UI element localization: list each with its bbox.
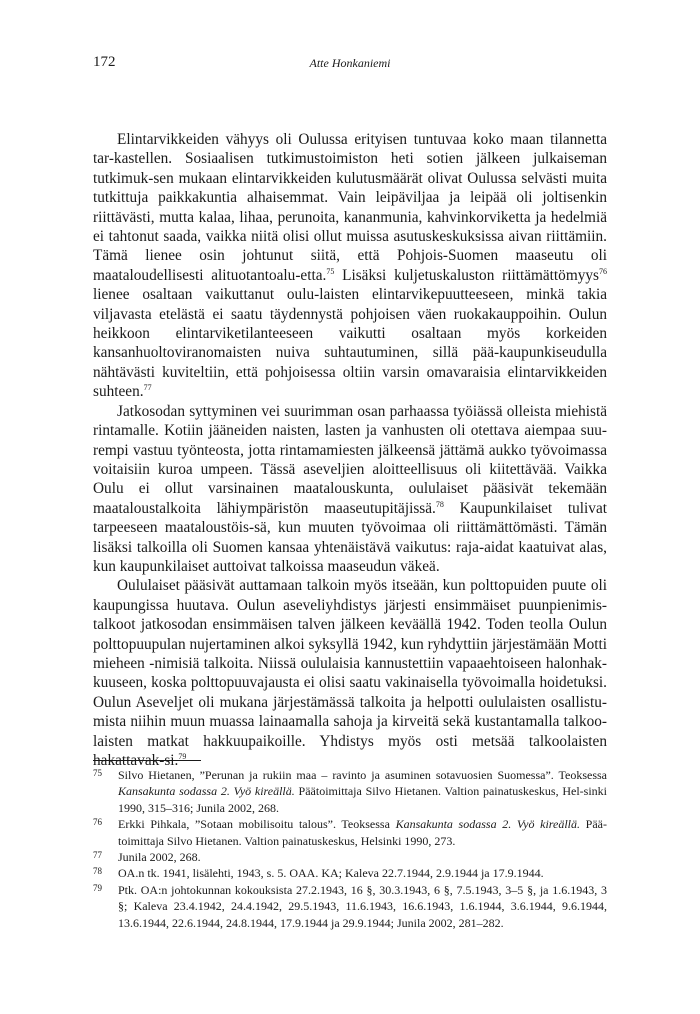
footnote-text: OA.n tk. 1941, lisälehti, 1943, s. 5. OAA. KA; Kaleva 22.7.1944, 2.9.1944 ja 17.9.1944.: [118, 866, 544, 881]
footnote-79: [93, 882, 607, 931]
paragraph-2: [93, 402, 607, 577]
footnote-75: [93, 767, 607, 816]
footnote-title: Kansakunta sodassa 2. Vyö kireällä.: [395, 817, 580, 832]
footnote-title: Kansakunta sodassa 2. Vyö kireällä.: [118, 784, 295, 799]
footnote-number: 79: [93, 882, 102, 893]
paragraph-1: [93, 130, 607, 402]
footnote-76: [93, 816, 607, 849]
paragraph-text: Jatkosodan syttyminen vei suurimman osan parhaassa työiässä olleista miehistä rintamalle. Kotiin jääneiden naisten, lasten ja vanhusten oli otettava aiempaa suu-rempi vastuu työnteosta, jotta rintamamiesten jälkeensä jättämä aukko työvoimassa voitaisiin kuroa umpeen. Tässä aseveljien aloitteellisuus oli kiitettävää. Vaikka Oulu ei ollut varsinainen maatalouskunta, oululaiset pääsivät tekemään maataloustalkoita lähiympäristön maaseutupitäjissä.: [93, 402, 607, 517]
footnote-text: [118, 816, 607, 849]
footnote-text-part: Silvo Hietanen, ”Perunan ja rukiin maa – ravinto ja asuminen sotavuosien Suomessa”. Teoksessa: [118, 768, 607, 782]
footnote-number: 78: [93, 866, 102, 877]
footnote-text: [118, 767, 607, 816]
footnote-reference[interactable]: 75: [326, 266, 335, 276]
page-number: 172: [93, 54, 116, 70]
footnotes: [93, 767, 607, 931]
paragraph-3: [93, 576, 607, 770]
footnote-number: 76: [93, 817, 102, 828]
footnote-divider: [93, 760, 201, 761]
footnote-number: 77: [93, 850, 102, 861]
paragraph-text: Lisäksi kuljetuskaluston riittämättömyys: [334, 266, 599, 284]
footnote-reference[interactable]: 76: [598, 266, 607, 276]
footnote-77: [93, 849, 607, 865]
footnote-reference[interactable]: 77: [143, 383, 152, 393]
paragraph-text: lienee osaltaan vaikuttanut oulu-laisten elintarvikepuutteeseen, minkä takia viljavasta etelästä ei saatu täydennystä pohjoisen väen ruokakauppoihin. Oulun heikkoon elintarviketilanteeseen vaikutti osaltaan myös korkeiden kansanhuoltoviranomaisten nuiva suhtautuminen, sillä pää-kaupunkiseudulla nähtävästi kuviteltiin, että pohjoisessa oltiin varsin omavaraisia elintarvikkeiden suhteen.: [93, 286, 607, 401]
paragraph-text: Oululaiset pääsivät auttamaan talkoin myös itseään, kun polttopuiden puute oli kaupungissa huutava. Oulun aseveliyhdistys järjesti ensimmäiset puunpienimis-talkoot jatkosodan ensimmäisen talven jälkeen keväällä 1942. Toden teolla Oulun polttopuupulan nujertaminen alkoi syksyllä 1942, kun ryhdyttiin järjestämään Motti mieheen -nimisiä talkoita. Niissä oululaisia kannustettiin vapaaehtoiseen halonhak-kuuseen, koska polttopuuvajausta ei olisi saatu vakinaisella työvoimalla hoidetuksi. Oulun Aseveljet oli mukana järjestämässä talkoita ja helpotti oululaisten osallistu-mista niihin muun muassa lainaamalla sahoja ja kirveitä sekä kustantamalla talkoo-laisten matkat hakkuupaikoille. Yhdistys myös osti metsää talkoolaisten hakattavak-si.: [93, 577, 607, 769]
footnote-reference[interactable]: 78: [435, 499, 444, 509]
footnote-text: Ptk. OA:n johtokunnan kokouksista 27.2.1943, 16 §, 30.3.1943, 6 §, 7.5.1943, 3–5 §, ja 1.6.1943, 3 §; Kaleva 23.4.1942, 24.4.1942, 29.5.1943, 11.6.1943, 16.6.1943, 1.6.1944, 3.6.1944, 9.6.1944, 13.6.1944, 22.6.1944, 24.8.1944, 17.9.1944 ja 29.9.1944; Junila 2002, 281–282.: [118, 882, 607, 930]
footnote-text-part: Erkki Pihkala, ”Sotaan mobilisoitu talous”. Teoksessa: [118, 817, 396, 832]
running-head: Atte Honkaniemi: [309, 56, 391, 70]
footnote-78: [93, 865, 607, 881]
footnote-text-part: Pää-toimittaja Silvo Hietanen. Valtion painatuskeskus, Helsinki 1990, 273.: [118, 817, 607, 848]
body-text: [93, 130, 607, 770]
paragraph-text: Kaupunkilaiset tulivat tarpeeseen maataloustöis-sä, kun muuten työvoimaa oli riittämättömästi. Tämän lisäksi talkoilla oli Suomen kansaa yhtenäistävä vaikutus: raja-aidat kaatuivat alas, kun kaupunkilaiset auttoivat talkoissa maaseudun väkeä.: [93, 499, 607, 575]
page-header: [93, 54, 607, 74]
footnote-reference[interactable]: 79: [178, 752, 187, 761]
footnote-number: 75: [93, 768, 102, 778]
footnote-text: Junila 2002, 268.: [118, 850, 201, 865]
footnote-text-part: Päätoimittaja Silvo Hietanen. Valtion painatuskeskus, Hel-sinki 1990, 315–316; Junila 2002, 268.: [118, 784, 608, 815]
paragraph-text: Elintarvikkeiden vähyys oli Oulussa erityisen tuntuvaa koko maan tilannetta tar-kastellen. Sosiaalisen tutkimustoimiston heti sotien jälkeen julkaiseman tutkimuk-sen mukaan elintarvikkeiden kulutusmäärät olivat Oulussa selvästi muita tutkittuja paikkakuntia alhaisemmat. Vain leipäviljaa ja leipää oli joltisenkin riittävästi, mutta kalaa, lihaa, perunoita, kananmunia, kahvinkorviketta ja hedelmiä ei tahtonut saada, vaikka niitä olisi ollut muissa asutuskeskuksissa aivan riittämiin. Tämä lienee osin johtunut siitä, että Pohjois-Suomen maaseutu oli maataloudellisesti alituotantoalu-etta.: [93, 131, 607, 284]
